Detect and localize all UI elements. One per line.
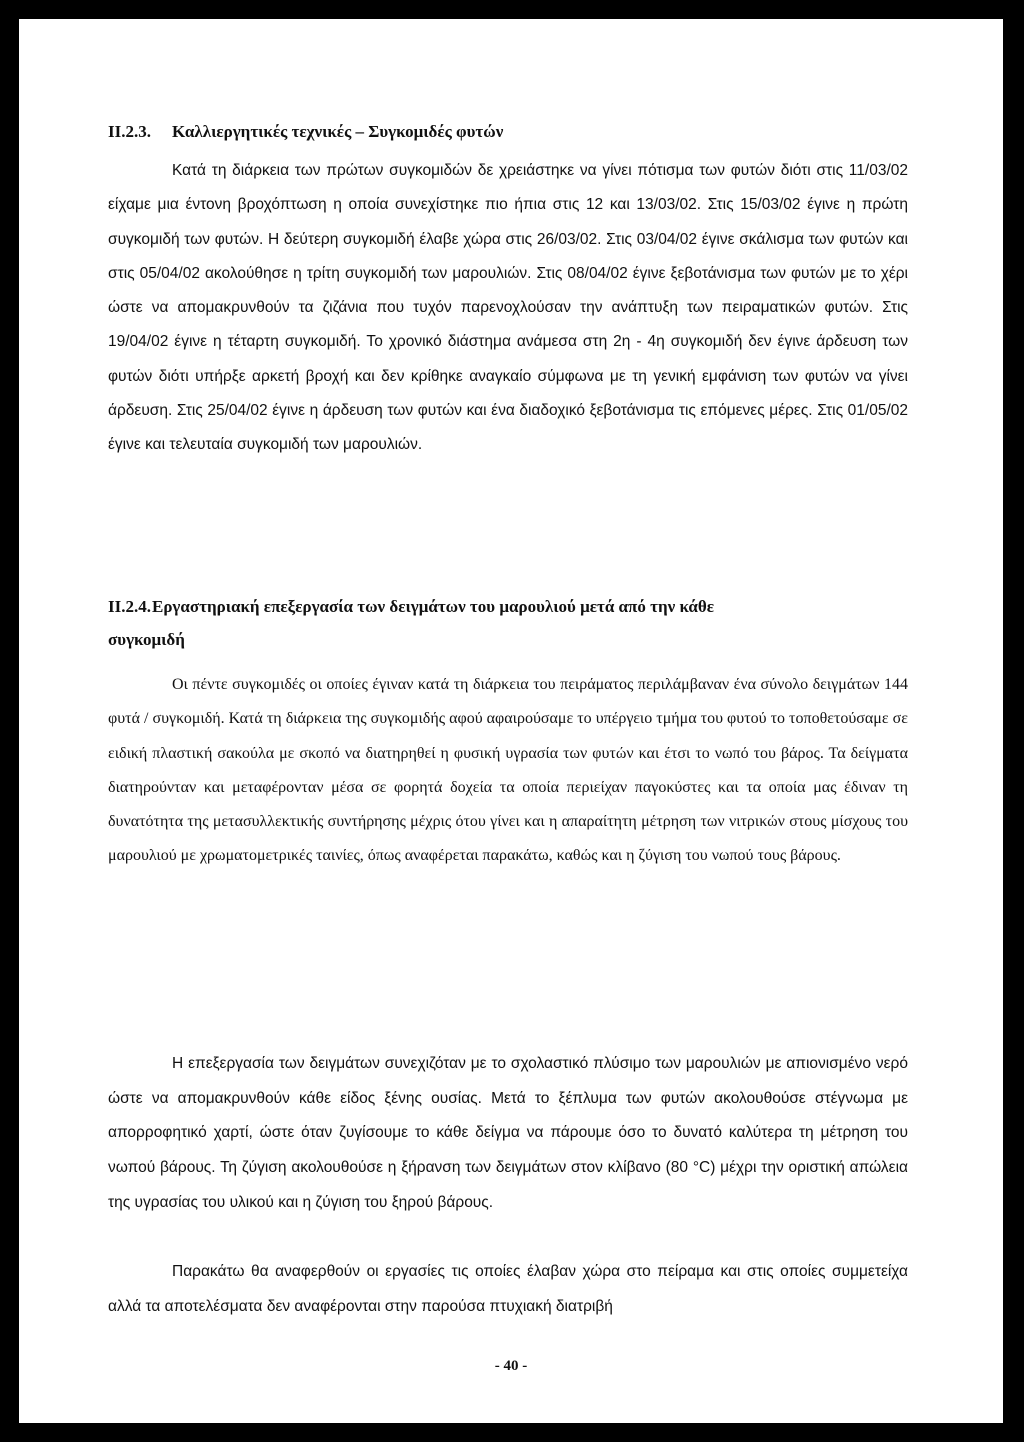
document-page	[19, 19, 1003, 1423]
page-number: - 40 -	[494, 1358, 528, 1374]
section-title: Εργαστηριακή επεξεργασία των δειγμάτων του μαρουλιού μετά από την κάθε	[152, 597, 715, 616]
section-heading-2-4	[108, 597, 714, 617]
section-title: Καλλιεργητικές τεχνικές – Συγκομιδές φυτών	[172, 122, 504, 141]
paragraph-washing: Η επεξεργασία των δειγμάτων συνεχιζόταν με το σχολαστικό πλύσιμο των μαρουλιών με απιονισμένο νερό ώστε να απομακρυνθούν κάθε είδος ξένης ουσίας. Μετά το ξέπλυμα των φυτών ακολουθούσε στέγνωμα με απορροφητικό χαρτί, ώστε όταν ζυγίσουμε το κάθε δείγμα να πάρουμε όσο το δυνατό καλύτερα τη μέτρηση του νωπού βάρους. Τη ζύγιση ακολουθούσε η ξήρανση των δειγμάτων στον κλίβανο (80 °C) μέχρι την οριστική απώλεια της υγρασίας του υλικού και η ζύγιση του ξηρού βάρους.	[108, 1055, 908, 1211]
paragraph-harvests: Κατά τη διάρκεια των πρώτων συγκομιδών δε χρειάστηκε να γίνει πότισμα των φυτών διότι στις 11/03/02 είχαμε μια έντονη βροχόπτωση η οποία συνεχίστηκε πιο ήπια στις 12 και 13/03/02. Στις 15/03/02 έγινε η πρώτη συγκομιδή των φυτών. Η δεύτερη συγκομιδή έλαβε χώρα στις 26/03/02. Στις 03/04/02 έγινε σκάλισμα των φυτών και στις 05/04/02 ακολούθησε η τρίτη συγκομιδή των μαρουλιών. Στις 08/04/02 έγινε ξεβοτάνισμα των φυτών με το χέρι ώστε να απομακρυνθούν τα ζιζάνια που τυχόν παρενοχλούσαν την ανάπτυξη των πειραματικών φυτών. Στις 19/04/02 έγινε η τέταρτη συγκομιδή. Το χρονικό διάστημα ανάμεσα στη 2η - 4η συγκομιδή δεν έγινε άρδευση των φυτών διότι υπήρξε αρκετή βροχή και δεν κρίθηκε αναγκαίο σύμφωνα με τη γενική εμφάνιση των φυτών να γίνει άρδευση. Στις 25/04/02 έγινε η άρδευση των φυτών και ένα διαδοχικό ξεβοτάνισμα τις επόμενες μέρες. Στις 01/05/02 έγινε και τελευταία συγκομιδή των μαρουλιών.	[108, 162, 908, 454]
section-number: ΙΙ.2.3.	[108, 122, 151, 141]
section-number: ΙΙ.2.4.	[108, 597, 151, 616]
paragraph-further-work: Παρακάτω θα αναφερθούν οι εργασίες τις οποίες έλαβαν χώρα στο πείραμα και στις οποίες συμμετείχα αλλά τα αποτελέσματα δεν αναφέρονται στην παρούσα πτυχιακή διατριβή	[108, 1263, 908, 1315]
paragraph-sample-processing: Οι πέντε συγκομιδές οι οποίες έγιναν κατά τη διάρκεια του πειράματος περιλάμβαναν ένα σύνολο δειγμάτων 144 φυτά / συγκομιδή. Κατά τη διάρκεια της συγκομιδής αφού αφαιρούσαμε το υπέργειο τμήμα του φυτού το τοποθετούσαμε σε ειδική πλαστική σακούλα με σκοπό να διατηρηθεί η φυσική υγρασία των φυτών και έτσι το νωπό του βάρος. Τα δείγματα διατηρούνταν και μεταφέρονταν μέσα σε φορητά δοχεία τα οποία περιείχαν παγοκύστες και τα οποία μας έδιναν τη δυνατότητα της μετασυλλεκτικής συντήρησης μέχρις ότου γίνει και η απαραίτητη μέτρηση των νιτρικών στους μίσχους του μαρουλιού με χρωματομετρικές ταινίες, όπως αναφέρεται παρακάτω, καθώς και η ζύγιση του νωπού τους βάρους.	[108, 676, 908, 865]
section-title-continued: συγκομιδή	[108, 630, 185, 649]
section-heading-2-3	[108, 122, 503, 142]
